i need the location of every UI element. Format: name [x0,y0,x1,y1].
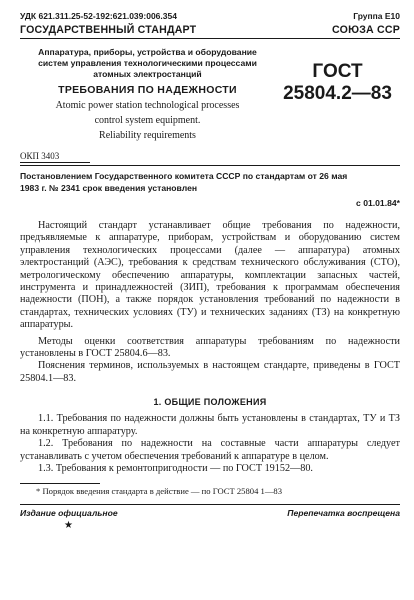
footer-row [20,508,400,518]
intro-paragraph-2: Методы оценки соответствия аппаратуры требованиям по надежности установлены в ГОСТ 25804.6—83. [20,335,400,360]
top-meta-row [20,10,400,22]
title-ru-line-1: Аппаратура, приборы, устройства и оборудование [38,47,257,57]
title-subtitle: ТРЕБОВАНИЯ ПО НАДЕЖНОСТИ [58,84,237,96]
title-block [20,47,400,147]
state-standard-left: ГОСУДАРСТВЕННЫЙ СТАНДАРТ [20,24,197,36]
intro-paragraph-1: Настоящий стандарт устанавливает общие требования по надежности, предъявляемые к аппаратуре, приборам, устройствам и оборудованию систем управления технологических процессами (далее — аппаратура) атомных электростанций (АЭС), требования к средствам технического обслуживания (СТО), метрологическому обеспечению аппаратуры, комплектации запасных частей, инструмента и принадлежностей (ЗИП), требования к программам обеспечения надежности (ПОН), а также порядок установления требований по надежности в стандартах, технических условиях (ТУ) и технических заданиях (ТЗ) на конкретную аппаратуры. [20,220,400,331]
star-icon: ★ [64,520,73,532]
intro-paragraph-3: Пояснения терминов, используемых в настоящем стандарте, приведены в ГОСТ 25804.1—83. [20,360,400,384]
state-standard-header [20,24,400,39]
footnote-divider [20,483,100,484]
reprint-notice: Перепечатка воспрещена [287,508,400,519]
okp-code: ОКП 3403 [20,151,90,163]
udk-code: УДК 621.311.25-52-192:621.039:006.354 [20,11,177,21]
title-ru-line-2: систем управления технологическими процессами [38,58,257,68]
intro-text [20,220,400,385]
footnote: * Порядок введения стандарта в действие — по ГОСТ 25804 1—83 [36,486,283,497]
title-left [20,47,275,147]
decree-line-1: Постановлением Государственного комитета СССР по стандартам от 26 мая [20,171,348,181]
title-en-line-3: Reliability requirements [99,130,196,141]
decree-line-2: 1983 г. № 2341 срок введения установлен [20,183,198,193]
decree [20,170,400,194]
gost-designation [275,47,400,147]
document-page [20,10,400,594]
group-code: Группа Е10 [353,11,400,21]
edition-label: Издание официальное [20,508,118,519]
title-en-line-1: Atomic power station technological processes [55,100,240,111]
decree-date: с 01.01.84* [356,198,400,208]
bottom-divider [20,504,400,505]
title-ru-line-3: атомных электростанций [93,69,202,79]
clause-1-1: 1.1. Требования по надежности должны быть установлены в стандартах, ТУ и ТЗ на конкретную аппаратуру. [20,413,400,437]
state-standard-right: СОЮЗА ССР [332,24,400,36]
section-text [20,413,400,475]
title-en-line-2: control system equipment. [94,115,201,126]
clause-1-2: 1.2. Требования по надежности на составные части аппаратуры следует устанавливать с учетом обеспечения требований к аппаратуре в целом. [20,438,400,462]
gost-label: ГОСТ [312,61,363,82]
gost-number: 25804.2—83 [283,83,392,104]
divider [20,165,400,166]
section-title: 1. ОБЩИЕ ПОЛОЖЕНИЯ [153,397,267,408]
clause-1-3: 1.3. Требования к ремонтопригодности — по ГОСТ 19152—80. [38,462,313,474]
